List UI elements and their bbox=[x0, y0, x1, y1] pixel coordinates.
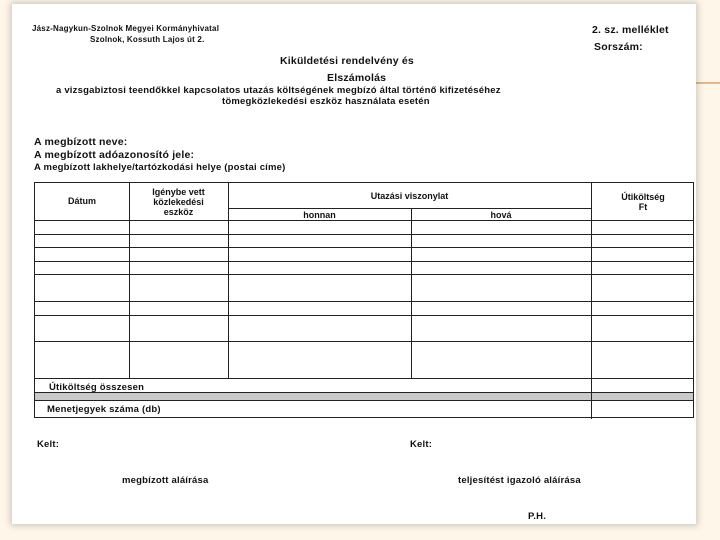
signature-verifier-label: teljesítést igazoló aláírása bbox=[458, 475, 581, 486]
table-row-line bbox=[35, 315, 693, 316]
serial-number-label: Sorszám: bbox=[594, 41, 643, 53]
table-row-line bbox=[35, 220, 693, 221]
stamp-label: P.H. bbox=[528, 511, 547, 522]
title-line-3: a vizsgabiztosi teendőkkel kapcsolatos utazás költségének megbízó által történő kifizetéséhez bbox=[56, 85, 501, 96]
tickets-count-label: Menetjegyek száma (db) bbox=[47, 404, 161, 415]
table-row-line bbox=[35, 247, 693, 248]
title-line-1: Kiküldetési rendelvény és bbox=[280, 55, 414, 67]
field-name-label: A megbízott neve: bbox=[34, 136, 128, 148]
table-row-line bbox=[35, 261, 693, 262]
header-from: honnan bbox=[303, 210, 336, 220]
table-row-line bbox=[35, 301, 693, 302]
header-vehicle-2: közlekedési bbox=[153, 197, 204, 207]
table-row-line bbox=[35, 234, 693, 235]
table-row-line bbox=[35, 400, 693, 401]
title-line-2: Elszámolás bbox=[327, 72, 387, 84]
header-date: Dátum bbox=[67, 196, 96, 206]
decorative-accent-line bbox=[696, 82, 720, 84]
org-name: Jász-Nagykun-Szolnok Megyei Kormányhivatal bbox=[32, 24, 220, 33]
header-vehicle-3: eszköz bbox=[163, 207, 194, 217]
header-cost-1: Útiköltség bbox=[621, 192, 665, 202]
org-address: Szolnok, Kossuth Lajos út 2. bbox=[90, 35, 205, 44]
table-subheader-line bbox=[228, 208, 591, 209]
header-route: Utazási viszonylat bbox=[370, 191, 449, 201]
annex-label: 2. sz. melléklet bbox=[592, 24, 669, 36]
header-vehicle-1: Igénybe vett bbox=[152, 187, 205, 197]
table-row-line bbox=[35, 378, 693, 379]
header-cost-2: Ft bbox=[638, 202, 648, 212]
field-tax-id-label: A megbízott adóazonosító jele: bbox=[34, 149, 195, 161]
document-page bbox=[12, 4, 696, 524]
table-row-line bbox=[35, 274, 693, 275]
field-address-label: A megbízott lakhelye/tartózkodási helye (postai címe) bbox=[34, 162, 286, 173]
expense-table bbox=[34, 182, 694, 418]
total-cost-label: Útiköltség összesen bbox=[49, 382, 145, 393]
date-place-right: Kelt: bbox=[410, 439, 433, 450]
table-row-line bbox=[35, 341, 693, 342]
table-grey-band bbox=[35, 392, 693, 400]
header-to: hová bbox=[490, 210, 512, 220]
signature-agent-label: megbízott aláírása bbox=[122, 475, 209, 486]
date-place-left: Kelt: bbox=[37, 439, 60, 450]
title-line-4: tömegközlekedési eszköz használata esetén bbox=[222, 96, 430, 107]
